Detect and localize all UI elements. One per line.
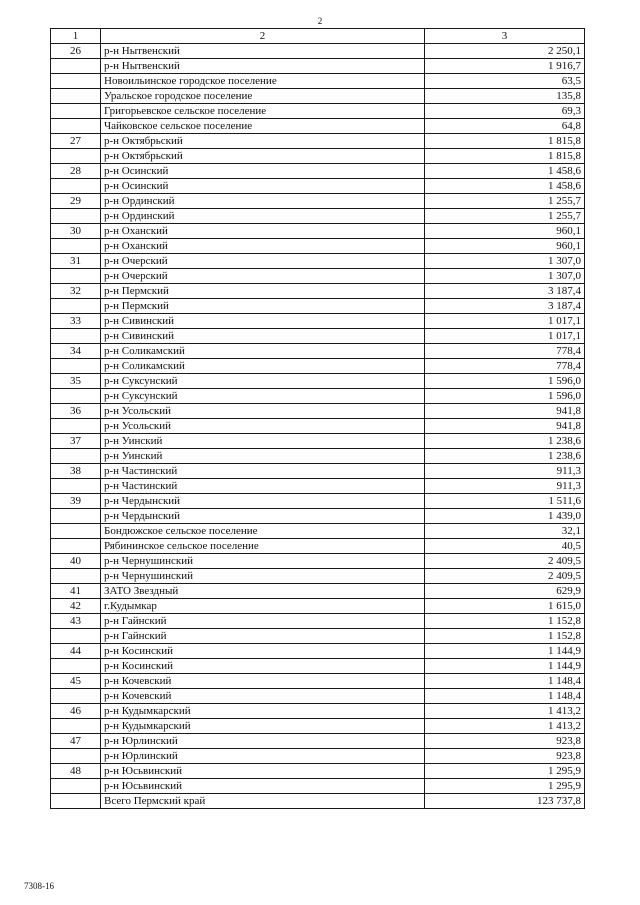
row-value-cell: 1 152,8 xyxy=(425,614,585,629)
row-number-cell xyxy=(51,104,101,119)
row-name-cell: Всего Пермский край xyxy=(101,794,425,809)
row-name-cell: Бондюжское сельское поселение xyxy=(101,524,425,539)
table-row xyxy=(51,539,585,554)
row-name-cell: р-н Октябрьский xyxy=(101,134,425,149)
row-name-cell: р-н Соликамский xyxy=(101,344,425,359)
row-name-cell: р-н Уинский xyxy=(101,449,425,464)
row-name-cell: р-н Гайнский xyxy=(101,614,425,629)
row-number-cell xyxy=(51,719,101,734)
table-row xyxy=(51,524,585,539)
row-value-cell: 941,8 xyxy=(425,419,585,434)
table-row xyxy=(51,674,585,689)
table-row xyxy=(51,89,585,104)
table-row xyxy=(51,119,585,134)
row-value-cell: 941,8 xyxy=(425,404,585,419)
row-name-cell: р-н Юрлинский xyxy=(101,749,425,764)
row-name-cell: р-н Гайнский xyxy=(101,629,425,644)
row-name-cell: ЗАТО Звездный xyxy=(101,584,425,599)
row-name-cell: р-н Кудымкарский xyxy=(101,704,425,719)
table-row xyxy=(51,569,585,584)
row-value-cell: 2 250,1 xyxy=(425,44,585,59)
row-number-cell: 38 xyxy=(51,464,101,479)
table-row xyxy=(51,449,585,464)
row-value-cell: 1 152,8 xyxy=(425,629,585,644)
row-number-cell: 40 xyxy=(51,554,101,569)
table-row xyxy=(51,104,585,119)
table-row xyxy=(51,419,585,434)
row-number-cell: 41 xyxy=(51,584,101,599)
row-name-cell: р-н Частинский xyxy=(101,464,425,479)
table-row xyxy=(51,734,585,749)
row-number-cell: 28 xyxy=(51,164,101,179)
row-value-cell: 1 255,7 xyxy=(425,209,585,224)
row-name-cell: Рябининское сельское поселение xyxy=(101,539,425,554)
row-number-cell: 33 xyxy=(51,314,101,329)
table-row xyxy=(51,554,585,569)
table-row xyxy=(51,479,585,494)
table-row xyxy=(51,359,585,374)
row-value-cell: 1 511,6 xyxy=(425,494,585,509)
column-header-number: 1 xyxy=(51,29,101,44)
table-row xyxy=(51,494,585,509)
row-number-cell: 30 xyxy=(51,224,101,239)
table-row xyxy=(51,179,585,194)
row-number-cell: 36 xyxy=(51,404,101,419)
row-name-cell: Григорьевское сельское поселение xyxy=(101,104,425,119)
table-row xyxy=(51,374,585,389)
row-number-cell xyxy=(51,179,101,194)
table-row xyxy=(51,59,585,74)
row-name-cell: р-н Кочевский xyxy=(101,689,425,704)
row-value-cell: 1 148,4 xyxy=(425,689,585,704)
row-value-cell: 911,3 xyxy=(425,479,585,494)
table-row xyxy=(51,134,585,149)
row-number-cell xyxy=(51,779,101,794)
row-number-cell: 44 xyxy=(51,644,101,659)
row-value-cell: 135,8 xyxy=(425,89,585,104)
row-name-cell: р-н Оханский xyxy=(101,224,425,239)
row-number-cell xyxy=(51,509,101,524)
row-name-cell: г.Кудымкар xyxy=(101,599,425,614)
row-number-cell xyxy=(51,59,101,74)
row-value-cell: 1 307,0 xyxy=(425,254,585,269)
row-value-cell: 1 596,0 xyxy=(425,389,585,404)
row-number-cell xyxy=(51,74,101,89)
row-name-cell: р-н Усольский xyxy=(101,419,425,434)
row-name-cell: р-н Юрлинский xyxy=(101,734,425,749)
row-number-cell: 32 xyxy=(51,284,101,299)
row-value-cell: 1 815,8 xyxy=(425,134,585,149)
row-number-cell xyxy=(51,389,101,404)
row-number-cell xyxy=(51,299,101,314)
table-row xyxy=(51,269,585,284)
row-value-cell: 1 295,9 xyxy=(425,779,585,794)
row-value-cell: 1 615,0 xyxy=(425,599,585,614)
row-name-cell: р-н Оханский xyxy=(101,239,425,254)
table-row xyxy=(51,74,585,89)
table-row xyxy=(51,599,585,614)
row-value-cell: 960,1 xyxy=(425,224,585,239)
table-row xyxy=(51,659,585,674)
row-value-cell: 1 255,7 xyxy=(425,194,585,209)
row-name-cell: Чайковское сельское поселение xyxy=(101,119,425,134)
row-name-cell: р-н Осинский xyxy=(101,179,425,194)
row-name-cell: р-н Косинский xyxy=(101,659,425,674)
row-value-cell: 911,3 xyxy=(425,464,585,479)
row-value-cell: 1 148,4 xyxy=(425,674,585,689)
row-value-cell: 64,8 xyxy=(425,119,585,134)
row-name-cell: р-н Суксунский xyxy=(101,389,425,404)
row-value-cell: 3 187,4 xyxy=(425,299,585,314)
row-value-cell: 1 144,9 xyxy=(425,644,585,659)
row-number-cell xyxy=(51,209,101,224)
row-number-cell xyxy=(51,749,101,764)
table-row xyxy=(51,224,585,239)
row-value-cell: 923,8 xyxy=(425,749,585,764)
page-number: 2 xyxy=(317,16,323,26)
row-value-cell: 1 238,6 xyxy=(425,434,585,449)
table-row xyxy=(51,299,585,314)
table-row xyxy=(51,704,585,719)
table-row xyxy=(51,329,585,344)
table-row xyxy=(51,794,585,809)
table-row xyxy=(51,509,585,524)
table-row xyxy=(51,44,585,59)
row-value-cell: 2 409,5 xyxy=(425,569,585,584)
row-value-cell: 923,8 xyxy=(425,734,585,749)
table-row xyxy=(51,464,585,479)
row-value-cell: 1 238,6 xyxy=(425,449,585,464)
row-value-cell: 69,3 xyxy=(425,104,585,119)
row-value-cell: 778,4 xyxy=(425,359,585,374)
row-name-cell: р-н Ординский xyxy=(101,209,425,224)
row-number-cell: 35 xyxy=(51,374,101,389)
table-row xyxy=(51,614,585,629)
row-name-cell: р-н Ординский xyxy=(101,194,425,209)
row-number-cell xyxy=(51,419,101,434)
row-value-cell: 1 017,1 xyxy=(425,329,585,344)
row-name-cell: р-н Кудымкарский xyxy=(101,719,425,734)
row-value-cell: 629,9 xyxy=(425,584,585,599)
column-header-name: 2 xyxy=(101,29,425,44)
row-name-cell: р-н Усольский xyxy=(101,404,425,419)
row-number-cell xyxy=(51,539,101,554)
row-number-cell: 31 xyxy=(51,254,101,269)
row-name-cell: р-н Уинский xyxy=(101,434,425,449)
row-number-cell xyxy=(51,359,101,374)
table-row xyxy=(51,389,585,404)
row-number-cell xyxy=(51,569,101,584)
document-code: 7308-16 xyxy=(24,881,54,891)
row-name-cell: р-н Чердынский xyxy=(101,509,425,524)
table-row xyxy=(51,749,585,764)
table-row xyxy=(51,779,585,794)
row-value-cell: 1 144,9 xyxy=(425,659,585,674)
row-number-cell xyxy=(51,239,101,254)
row-value-cell: 1 413,2 xyxy=(425,719,585,734)
row-name-cell: Новоильинское городское поселение xyxy=(101,74,425,89)
row-value-cell: 1 916,7 xyxy=(425,59,585,74)
row-value-cell: 1 596,0 xyxy=(425,374,585,389)
table-row xyxy=(51,194,585,209)
row-name-cell: р-н Кочевский xyxy=(101,674,425,689)
table-row xyxy=(51,584,585,599)
row-number-cell xyxy=(51,689,101,704)
table-row xyxy=(51,764,585,779)
row-value-cell: 3 187,4 xyxy=(425,284,585,299)
row-name-cell: р-н Юсьвинский xyxy=(101,779,425,794)
row-number-cell xyxy=(51,149,101,164)
row-number-cell: 45 xyxy=(51,674,101,689)
row-number-cell: 47 xyxy=(51,734,101,749)
row-name-cell: р-н Частинский xyxy=(101,479,425,494)
allocation-table xyxy=(50,28,585,809)
row-name-cell: р-н Юсьвинский xyxy=(101,764,425,779)
table-row xyxy=(51,284,585,299)
table-row xyxy=(51,689,585,704)
row-name-cell: р-н Суксунский xyxy=(101,374,425,389)
row-value-cell: 778,4 xyxy=(425,344,585,359)
row-value-cell: 1 815,8 xyxy=(425,149,585,164)
row-number-cell xyxy=(51,89,101,104)
row-name-cell: р-н Пермский xyxy=(101,299,425,314)
row-number-cell: 42 xyxy=(51,599,101,614)
table-row xyxy=(51,719,585,734)
row-value-cell: 1 017,1 xyxy=(425,314,585,329)
table-row xyxy=(51,404,585,419)
row-number-cell: 43 xyxy=(51,614,101,629)
row-name-cell: Уральское городское поселение xyxy=(101,89,425,104)
row-number-cell xyxy=(51,329,101,344)
row-value-cell: 1 458,6 xyxy=(425,179,585,194)
row-value-cell: 1 295,9 xyxy=(425,764,585,779)
row-value-cell: 2 409,5 xyxy=(425,554,585,569)
row-value-cell: 1 458,6 xyxy=(425,164,585,179)
row-number-cell xyxy=(51,629,101,644)
row-number-cell xyxy=(51,269,101,284)
row-name-cell: р-н Соликамский xyxy=(101,359,425,374)
table-row xyxy=(51,209,585,224)
row-name-cell: р-н Косинский xyxy=(101,644,425,659)
row-name-cell: р-н Чердынский xyxy=(101,494,425,509)
row-number-cell: 29 xyxy=(51,194,101,209)
row-name-cell: р-н Сивинский xyxy=(101,329,425,344)
row-name-cell: р-н Сивинский xyxy=(101,314,425,329)
row-number-cell xyxy=(51,659,101,674)
table-row xyxy=(51,254,585,269)
row-number-cell xyxy=(51,449,101,464)
table-body xyxy=(51,29,585,809)
row-name-cell: р-н Осинский xyxy=(101,164,425,179)
row-value-cell: 1 307,0 xyxy=(425,269,585,284)
header-row xyxy=(51,29,585,44)
table-row xyxy=(51,149,585,164)
row-name-cell: р-н Очерский xyxy=(101,269,425,284)
table-row xyxy=(51,344,585,359)
table-row xyxy=(51,434,585,449)
column-header-value: 3 xyxy=(425,29,585,44)
row-value-cell: 960,1 xyxy=(425,239,585,254)
row-number-cell: 37 xyxy=(51,434,101,449)
row-name-cell: р-н Очерский xyxy=(101,254,425,269)
row-value-cell: 40,5 xyxy=(425,539,585,554)
row-value-cell: 32,1 xyxy=(425,524,585,539)
row-number-cell: 48 xyxy=(51,764,101,779)
table-row xyxy=(51,644,585,659)
row-value-cell: 1 439,0 xyxy=(425,509,585,524)
row-name-cell: р-н Чернушинский xyxy=(101,554,425,569)
row-name-cell: р-н Пермский xyxy=(101,284,425,299)
row-name-cell: р-н Нытвенский xyxy=(101,44,425,59)
row-number-cell: 26 xyxy=(51,44,101,59)
row-number-cell: 39 xyxy=(51,494,101,509)
row-number-cell: 34 xyxy=(51,344,101,359)
table-row xyxy=(51,314,585,329)
row-number-cell xyxy=(51,794,101,809)
row-number-cell xyxy=(51,479,101,494)
row-name-cell: р-н Нытвенский xyxy=(101,59,425,74)
row-number-cell: 46 xyxy=(51,704,101,719)
row-value-cell: 1 413,2 xyxy=(425,704,585,719)
row-value-cell: 63,5 xyxy=(425,74,585,89)
table-row xyxy=(51,629,585,644)
table-row xyxy=(51,164,585,179)
row-name-cell: р-н Октябрьский xyxy=(101,149,425,164)
row-value-cell: 123 737,8 xyxy=(425,794,585,809)
row-number-cell xyxy=(51,524,101,539)
table-row xyxy=(51,239,585,254)
row-number-cell: 27 xyxy=(51,134,101,149)
row-name-cell: р-н Чернушинский xyxy=(101,569,425,584)
row-number-cell xyxy=(51,119,101,134)
